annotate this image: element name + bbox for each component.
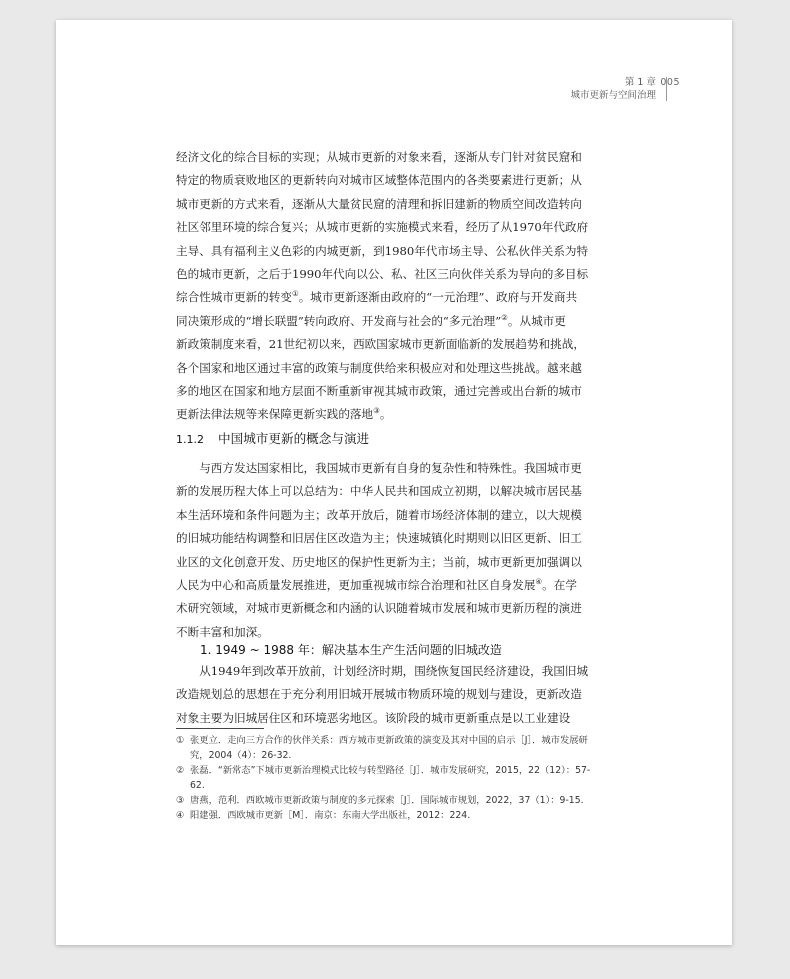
chapter-label: 第 1 章 [624, 77, 656, 88]
paragraph1-line: 更新法律法规等来保障更新实践的落地③。 [176, 406, 392, 422]
footnote-item [176, 763, 600, 793]
paragraph-1-text [176, 146, 600, 427]
footnote-item [176, 793, 600, 808]
footnote-text: 张更立．走向三方合作的伙伴关系：西方城市更新政策的演变及其对中国的启示［J］．城市发展研究，2004（4）：26-32. [190, 735, 588, 761]
paragraph2-line: 人民为中心和高质量发展推进，更加重视城市综合治理和社区自身发展④。在学 [176, 577, 577, 593]
paragraph1-line: 经济文化的综合目标的实现；从城市更新的对象来看，逐渐从专门针对贫民窟和 [176, 150, 582, 164]
paragraph-1 [176, 146, 600, 427]
subsection-heading: 1. 1949 ~ 1988 年：解决基本生产生活问题的旧城改造 [200, 643, 502, 657]
footnote-ref[interactable]: ② [501, 312, 508, 322]
footnote-mark: ② [176, 765, 185, 776]
paragraph-3 [176, 660, 600, 730]
section-number: 1.1.2 [176, 433, 204, 446]
paragraph2-line: 新的发展历程大体上可以总结为：中华人民共和国成立初期，以解决城市居民基 [176, 484, 582, 499]
paragraph1-line: 城市更新的方式来看，逐渐从大量贫民窟的清理和拆旧建新的物质空间改造转向 [176, 196, 582, 211]
paragraph2-line: 业区的文化创意开发、历史地区的保护性更新为主；当前，城市更新更加强调以 [176, 554, 582, 569]
footnote-mark: ③ [176, 795, 185, 806]
footnote-mark: ① [176, 735, 185, 746]
paragraph2-line: 术研究领域，对城市更新概念和内涵的认识随着城市发展和城市更新历程的演进 [176, 601, 582, 616]
footnote-ref[interactable]: ④ [535, 577, 543, 587]
paragraph1-line: 主导、具有福利主义色彩的内城更新，到1980年代市场主导、公私伙伴关系为特 [176, 243, 589, 258]
paragraph1-line: 社区邻里环境的综合复兴；从城市更新的实施模式来看，经历了从1970年代政府 [176, 220, 589, 235]
paragraph2-line: 本生活环境和条件问题为主；改革开放后，随着市场经济体制的建立，以大规模 [176, 507, 582, 522]
footnote-text: 张磊．“新常态”下城市更新治理模式比较与转型路径［J］．城市发展研究，2015，22（12）：57-62. [190, 765, 591, 791]
paragraph1-line: 多的地区在国家和地方层面不断重新审视其城市政策，通过完善或出台新的城市 [176, 384, 582, 399]
footnote-item [176, 808, 600, 823]
running-header [570, 76, 656, 102]
paragraph3-line: 改造规划总的思想在于充分利用旧城开展城市物质环境的规划与建设，更新改造 [176, 687, 582, 702]
paragraph2-line: 不断丰富和加深。 [176, 624, 269, 639]
paragraph1-line: 同决策形成的“增长联盟”转向政府、开发商与社会的“多元治理”②。从城市更 [176, 312, 566, 328]
chapter-subtitle: 城市更新与空间治理 [570, 90, 656, 101]
page-number: 005 [660, 77, 680, 88]
paragraph1-line: 色的城市更新，之后于1990年代向以公、私、社区三向伙伴关系为导向的多目标 [176, 267, 589, 282]
footnote-mark: ④ [176, 810, 185, 821]
footnote-text: 唐燕，范利．西欧城市更新政策与制度的多元探索［J］．国际城市规划，2022，37（1）：9-15. [190, 795, 584, 806]
paragraph3-line: 从1949年到改革开放前，计划经济时期，围绕恢复国民经济建设，我国旧城 [199, 664, 589, 678]
paragraph1-line: 特定的物质衰败地区的更新转向对城市区域整体范围内的各类要素进行更新；从 [176, 173, 582, 188]
paragraph-2-text [176, 457, 600, 644]
section-title: 中国城市更新的概念与演进 [218, 431, 370, 446]
paragraph-3-text [176, 660, 600, 730]
paragraph3-line: 对象主要为旧城居住区和环境恶劣地区。该阶段的城市更新重点是以工业建设 [176, 710, 571, 725]
paragraph2-line: 与西方发达国家相比，我国城市更新有自身的复杂性和特殊性。我国城市更 [199, 461, 582, 475]
footnote-text: 阳建强．西欧城市更新［M］．南京：东南大学出版社，2012：224. [190, 810, 471, 821]
footnote-ref[interactable]: ① [291, 289, 299, 299]
paragraph1-line: 新政策制度来看，21世纪初以来，西欧国家城市更新面临新的发展趋势和挑战， [176, 337, 585, 352]
paragraph1-line: 综合性城市更新的转变①。城市更新逐渐由政府的“一元治理”、政府与开发商共 [176, 289, 578, 305]
footnote-ref[interactable]: ③ [373, 406, 380, 416]
paragraph2-line: 的旧城功能结构调整和旧居住区改造为主；快速城镇化时期则以旧区更新、旧工 [176, 531, 582, 546]
section-heading [176, 428, 600, 447]
paragraph-2 [176, 457, 600, 644]
paragraph1-line: 各个国家和地区通过丰富的政策与制度供给来积极应对和处理这些挑战。越来越 [176, 360, 582, 375]
footnote-item [176, 733, 600, 763]
footnote-rule [176, 728, 264, 729]
footnotes [176, 733, 600, 823]
